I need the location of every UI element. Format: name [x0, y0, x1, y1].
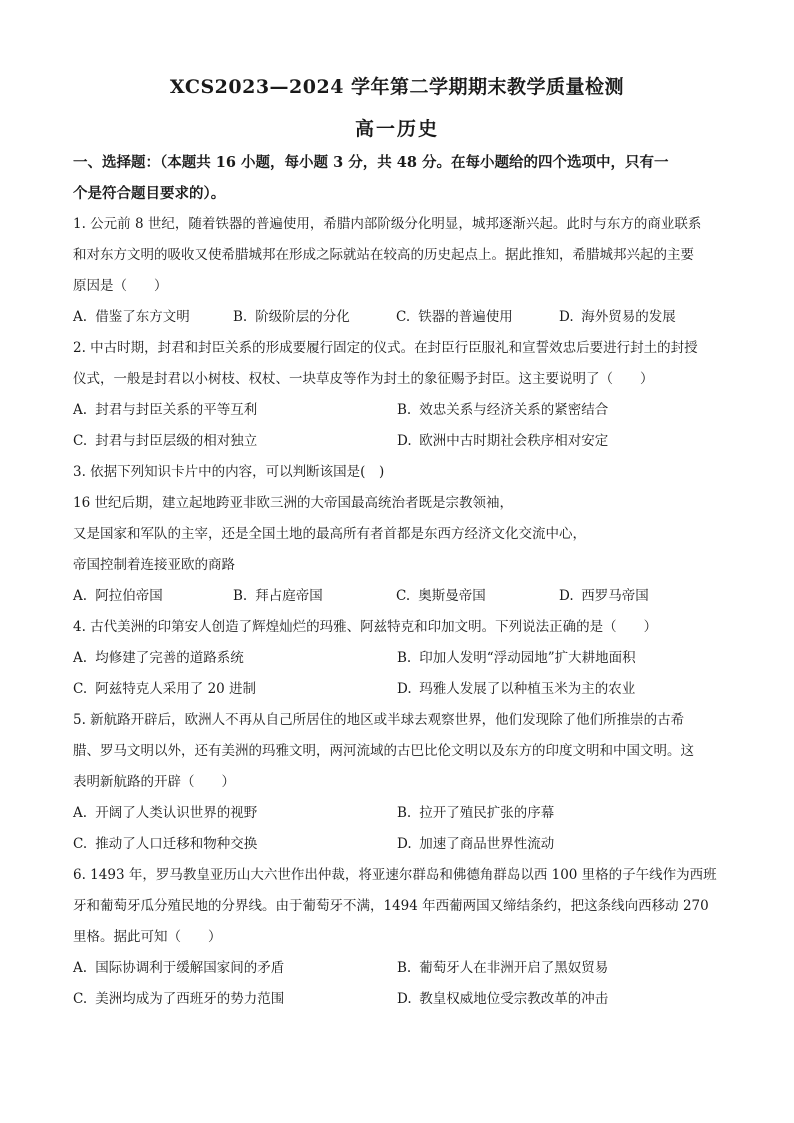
option-letter: D.	[397, 433, 412, 449]
option-text: 奥斯曼帝国	[418, 588, 486, 604]
option-b[interactable]	[397, 395, 723, 426]
option-letter: D.	[397, 991, 412, 1007]
question-2	[73, 333, 723, 457]
option-letter: A.	[73, 402, 88, 418]
question-stem-line: 里格。据此可知（ ）	[73, 929, 222, 945]
option-b[interactable]	[233, 581, 396, 612]
option-a[interactable]	[73, 581, 233, 612]
option-letter: A.	[73, 960, 88, 976]
answer-options	[73, 426, 723, 457]
option-c[interactable]	[396, 302, 559, 333]
knowledge-card-line: 帝国控制着连接亚欧的商路	[73, 557, 235, 573]
answer-options	[73, 829, 723, 860]
option-letter: C.	[73, 836, 88, 852]
option-letter: C.	[73, 433, 88, 449]
option-letter: B.	[397, 805, 412, 821]
answer-options	[73, 395, 723, 426]
option-text: 国际协调利于缓解国家间的矛盾	[95, 960, 285, 976]
answer-options	[73, 953, 723, 984]
knowledge-card-line: 16 世纪后期，建立起地跨亚非欧三洲的大帝国最高统治者既是宗教领袖，	[73, 495, 513, 511]
option-b[interactable]	[397, 798, 723, 829]
option-d[interactable]	[397, 984, 723, 1015]
option-text: 教皇权威地位受宗教改革的冲击	[419, 991, 609, 1007]
answer-options	[73, 674, 723, 705]
option-letter: B.	[397, 402, 412, 418]
knowledge-card-line: 又是国家和军队的主宰，还是全国土地的最高所有者首都是东西方经济文化交流中心，	[73, 526, 586, 542]
option-text: 开阔了人类认识世界的视野	[95, 805, 258, 821]
section-heading-line-2: 个是符合题目要求的）。	[73, 185, 226, 202]
section-heading	[73, 147, 723, 209]
option-letter: B.	[397, 650, 412, 666]
option-text: 借鉴了东方文明	[95, 309, 190, 325]
option-letter: D.	[397, 681, 412, 697]
option-a[interactable]	[73, 395, 397, 426]
question-stem-line: 5. 新航路开辟后，欧洲人不再从自己所居住的地区或半球去观察世界，他们发现除了他们所推崇的古希	[73, 712, 685, 728]
question-stem-line: 3. 依据下列知识卡片中的内容，可以判断该国是( )	[73, 464, 385, 480]
question-stem-line: 和对东方文明的吸收又使希腊城邦在形成之际就站在较高的历史起点上。据此推知，希腊城邦兴起的主要	[73, 247, 694, 263]
question-4	[73, 612, 723, 705]
option-letter: B.	[397, 960, 412, 976]
option-letter: D.	[559, 588, 574, 604]
question-5	[73, 705, 723, 860]
option-text: 印加人发明“浮动园地”扩大耕地面积	[419, 650, 636, 666]
question-stem-line: 牙和葡萄牙瓜分殖民地的分界线。由于葡萄牙不满，1494 年西葡两国又缔结条约，把这条线向西移动 270	[73, 898, 709, 914]
option-text: 阿兹特克人采用了 20 进制	[95, 681, 257, 697]
option-letter: B.	[233, 309, 248, 325]
question-stem-line: 2. 中古时期，封君和封臣关系的形成要履行固定的仪式。在封臣行臣服礼和宣誓效忠后要进行封土的封授	[73, 340, 698, 356]
option-a[interactable]	[73, 643, 397, 674]
option-a[interactable]	[73, 302, 233, 333]
option-text: 葡萄牙人在非洲开启了黑奴贸易	[419, 960, 609, 976]
answer-options	[73, 302, 723, 333]
option-letter: C.	[73, 681, 88, 697]
question-stem-line: 4. 古代美洲的印第安人创造了辉煌灿烂的玛雅、阿兹特克和印加文明。下列说法正确的是（ ）	[73, 619, 658, 635]
option-d[interactable]	[559, 302, 723, 333]
option-a[interactable]	[73, 798, 397, 829]
option-c[interactable]	[73, 674, 397, 705]
option-text: 加速了商品世界性流动	[419, 836, 555, 852]
option-text: 拜占庭帝国	[255, 588, 323, 604]
option-letter: C.	[396, 588, 411, 604]
option-b[interactable]	[397, 643, 723, 674]
question-stem-line: 1. 公元前 8 世纪，随着铁器的普遍使用，希腊内部阶级分化明显，城邦逐渐兴起。此时与东方的商业联系	[73, 216, 702, 232]
question-stem-line: 表明新航路的开辟（ ）	[73, 774, 235, 790]
option-d[interactable]	[559, 581, 723, 612]
option-letter: A.	[73, 309, 88, 325]
option-text: 西罗马帝国	[581, 588, 649, 604]
exam-subject: 高一历史	[354, 118, 439, 140]
option-c[interactable]	[73, 829, 397, 860]
question-3	[73, 457, 723, 612]
option-letter: A.	[73, 588, 88, 604]
option-c[interactable]	[73, 426, 397, 457]
option-letter: A.	[73, 650, 88, 666]
option-text: 均修建了完善的道路系统	[95, 650, 244, 666]
option-text: 拉开了殖民扩张的序幕	[419, 805, 555, 821]
question-stem-line: 原因是（ ）	[73, 278, 168, 294]
answer-options	[73, 643, 723, 674]
section-heading-line-1: 一、选择题：（本题共 16 小题，每小题 3 分，共 48 分。在每小题给的四个选项中，只有一	[73, 154, 669, 171]
option-c[interactable]	[396, 581, 559, 612]
option-letter: C.	[73, 991, 88, 1007]
option-text: 欧洲中古时期社会秩序相对安定	[419, 433, 609, 449]
option-text: 封君与封臣关系的平等互利	[95, 402, 258, 418]
question-1	[73, 209, 723, 333]
option-text: 推动了人口迁移和物种交换	[95, 836, 258, 852]
exam-title: XCS2023—2024 学年第二学期期末教学质量检测	[169, 76, 625, 98]
question-stem-line: 腊、罗马文明以外，还有美洲的玛雅文明，两河流域的古巴比伦文明以及东方的印度文明和中国文明。这	[73, 743, 694, 759]
option-d[interactable]	[397, 674, 723, 705]
question-6	[73, 860, 723, 1015]
answer-options	[73, 581, 723, 612]
option-text: 美洲均成为了西班牙的势力范围	[95, 991, 285, 1007]
option-text: 海外贸易的发展	[581, 309, 676, 325]
option-letter: D.	[397, 836, 412, 852]
option-d[interactable]	[397, 829, 723, 860]
option-d[interactable]	[397, 426, 723, 457]
answer-options	[73, 798, 723, 829]
answer-options	[73, 984, 723, 1015]
option-letter: C.	[396, 309, 411, 325]
option-text: 铁器的普遍使用	[418, 309, 513, 325]
option-text: 效忠关系与经济关系的紧密结合	[419, 402, 609, 418]
question-stem-line: 6. 1493 年，罗马教皇亚历山大六世作出仲裁，将亚速尔群岛和佛德角群岛以西 100 里格的子午线作为西班	[73, 867, 717, 883]
option-text: 阿拉伯帝国	[95, 588, 163, 604]
option-letter: D.	[559, 309, 574, 325]
question-stem-line: 仪式，一般是封君以小树枝、权杖、一块草皮等作为封土的象征赐予封臣。这主要说明了（ ）	[73, 371, 654, 387]
option-b[interactable]	[397, 953, 723, 984]
option-letter: B.	[233, 588, 248, 604]
option-text: 玛雅人发展了以种植玉米为主的农业	[419, 681, 636, 697]
option-b[interactable]	[233, 302, 396, 333]
option-a[interactable]	[73, 953, 397, 984]
option-text: 阶级阶层的分化	[255, 309, 350, 325]
option-text: 封君与封臣层级的相对独立	[95, 433, 258, 449]
option-c[interactable]	[73, 984, 397, 1015]
option-letter: A.	[73, 805, 88, 821]
question-list	[73, 209, 723, 1015]
